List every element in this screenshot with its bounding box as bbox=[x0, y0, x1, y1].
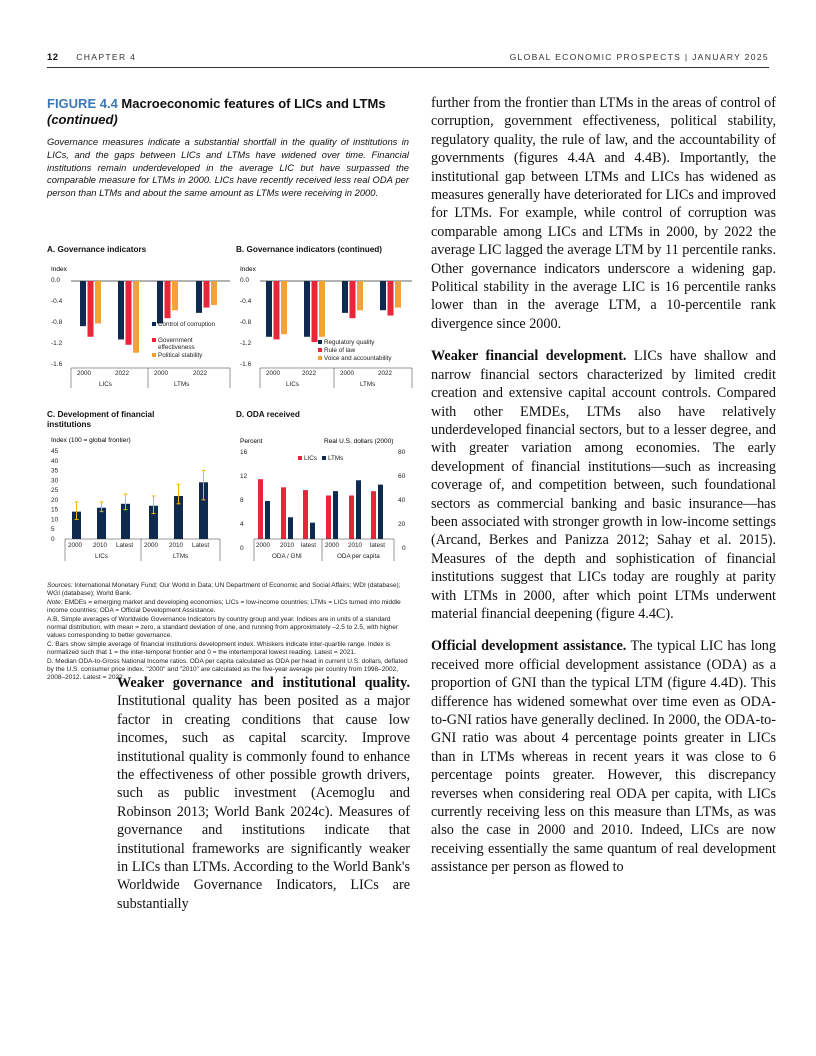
chart-a-bars bbox=[80, 281, 217, 353]
bar bbox=[303, 490, 308, 539]
bar bbox=[380, 281, 386, 310]
bar bbox=[281, 281, 287, 334]
figure-title bbox=[47, 96, 412, 128]
svg-text:LTMs: LTMs bbox=[173, 553, 189, 560]
bar bbox=[274, 281, 280, 339]
section-heading-governance: Weaker governance and institutional quality. bbox=[117, 675, 410, 691]
section-heading-oda: Official development assistance. bbox=[431, 638, 627, 655]
svg-text:20: 20 bbox=[398, 521, 406, 528]
bar bbox=[312, 281, 318, 342]
svg-text:LICs: LICs bbox=[286, 381, 299, 388]
chart-d bbox=[236, 434, 416, 569]
svg-text:40: 40 bbox=[398, 497, 406, 504]
svg-text:2000: 2000 bbox=[340, 370, 355, 377]
bar bbox=[356, 480, 361, 539]
svg-text:ODA / GNI: ODA / GNI bbox=[272, 553, 302, 560]
svg-text:2000: 2000 bbox=[77, 370, 92, 377]
svg-text:2010: 2010 bbox=[93, 542, 108, 549]
svg-text:LTMs: LTMs bbox=[174, 381, 190, 388]
chart-d-xticks bbox=[256, 542, 385, 560]
svg-text:-1.6: -1.6 bbox=[240, 361, 252, 368]
bar bbox=[165, 281, 171, 318]
svg-text:20: 20 bbox=[51, 496, 59, 504]
panel-d-title: D. ODA received bbox=[236, 410, 300, 419]
svg-text:2022: 2022 bbox=[193, 370, 208, 377]
svg-text:Latest: Latest bbox=[116, 542, 134, 549]
chart-d-ylabel-right: Real U.S. dollars (2000) bbox=[324, 438, 394, 445]
svg-text:latest: latest bbox=[370, 542, 386, 549]
bar bbox=[304, 281, 310, 337]
bar bbox=[97, 508, 106, 539]
svg-text:LTMs: LTMs bbox=[328, 455, 344, 462]
svg-text:2000: 2000 bbox=[266, 370, 281, 377]
svg-text:-0.8: -0.8 bbox=[51, 319, 63, 326]
svg-text:-0.4: -0.4 bbox=[51, 298, 63, 305]
bar bbox=[281, 487, 286, 539]
svg-text:12: 12 bbox=[240, 473, 248, 480]
bar bbox=[326, 496, 331, 540]
chart-b-bars bbox=[266, 281, 401, 342]
bar bbox=[388, 281, 394, 316]
svg-text:Regulatory quality: Regulatory quality bbox=[324, 339, 375, 346]
svg-text:0.0: 0.0 bbox=[240, 277, 250, 284]
note-d: D. Median ODA-to-Gross National Income ratios. ODA per capita calculated as ODA per head in current U.S. dollars, deflated by the U.S. consumer price index. "2000" and "2010" are calculated as the five-year average per country from 1998–2002, 2008–2012. Latest = 2022. bbox=[47, 657, 408, 682]
svg-text:80: 80 bbox=[398, 449, 406, 456]
svg-text:0: 0 bbox=[240, 545, 244, 552]
panel-a-title: A. Governance indicators bbox=[47, 245, 147, 254]
svg-text:-1.2: -1.2 bbox=[51, 340, 63, 347]
bar bbox=[258, 479, 263, 539]
bar bbox=[118, 281, 124, 339]
chart-c bbox=[47, 434, 232, 569]
page-number: 12 bbox=[47, 52, 59, 63]
figure-subtitle: Governance measures indicate a substantial shortfall in the quality of institutions in LICs, and the gaps between LICs and LTMs have widened over time. Financial institutions remain underdeveloped in the average LIC but have surpassed the comparable measure for LTMs in 2000. LICs have recently received less real ODA per person than LTMs and about the same amount as LTMs were receiving in 2000. bbox=[47, 136, 409, 199]
bar bbox=[342, 281, 348, 313]
chart-b bbox=[236, 262, 416, 392]
bar bbox=[265, 501, 270, 539]
chart-c-xticks bbox=[68, 542, 209, 560]
chart-c-bars bbox=[72, 471, 208, 539]
svg-text:Political stability: Political stability bbox=[158, 352, 203, 359]
panel-c-title: C. Development of financial institutions bbox=[47, 410, 155, 429]
svg-text:Rule of law: Rule of law bbox=[324, 347, 356, 354]
svg-text:-0.8: -0.8 bbox=[240, 319, 252, 326]
chart-a-ylabel: Index bbox=[51, 266, 67, 273]
bar bbox=[204, 281, 210, 308]
svg-text:Latest: Latest bbox=[192, 542, 210, 549]
bar bbox=[80, 281, 86, 326]
svg-text:60: 60 bbox=[398, 473, 406, 480]
chart-b-yticks bbox=[240, 277, 252, 368]
svg-text:30: 30 bbox=[51, 477, 59, 485]
bar bbox=[310, 523, 315, 539]
svg-text:0: 0 bbox=[402, 545, 406, 552]
svg-text:ODA per capita: ODA per capita bbox=[337, 553, 380, 560]
figure-title-text: Macroeconomic features of LICs and LTMs bbox=[121, 96, 386, 111]
svg-text:LTMs: LTMs bbox=[360, 381, 376, 388]
bar bbox=[349, 496, 354, 540]
bar bbox=[266, 281, 272, 337]
bar bbox=[357, 281, 363, 310]
chart-c-yticks bbox=[51, 448, 59, 543]
note-ab: A.B. Simple averages of Worldwide Governance Indicators by country group and year. Indices are in units of a standard normal distribution, with mean = zero, a standard deviation of one, and running from approximately –2.5 to 2.5, with higher values corresponding to better governance. bbox=[47, 615, 399, 640]
bar bbox=[211, 281, 217, 305]
svg-text:35: 35 bbox=[51, 467, 59, 475]
page-header bbox=[47, 52, 769, 68]
chart-b-ylabel: Index bbox=[240, 266, 256, 273]
svg-text:16: 16 bbox=[240, 449, 248, 456]
bar bbox=[88, 281, 94, 337]
paragraph-text: LICs have shallow and narrow financial sectors characterized by limited credit creation and extensive capital account controls. Compared with other EMDEs, LTMs also have relatively underdeveloped financial sectors, but to a lesser degree, and with greater variation among economies. The early development of financial institutions—such as increasing coverage of, and competition between, such foundational sectors as commercial banking and basic insurance—has been associated with stronger growth in low-income settings (Arcand, Berkes and Panizza 2012; Sahay et al. 2015). Measures of the depth and sophistication of financial institutions suggest that LICs today are roughly at parity with LTMs in 2000, after which point LTMs underwent material financial deepening (figure 4.4C). bbox=[431, 348, 776, 622]
bar bbox=[333, 491, 338, 539]
chart-b-xticks bbox=[266, 370, 393, 388]
bar bbox=[319, 281, 325, 337]
svg-text:2000: 2000 bbox=[144, 542, 159, 549]
bar bbox=[172, 281, 178, 310]
chart-d-bars bbox=[258, 479, 383, 539]
chart-d-yticks bbox=[240, 449, 248, 552]
panel-b-title: B. Governance indicators (continued) bbox=[236, 245, 383, 254]
bar bbox=[196, 281, 202, 313]
svg-text:latest: latest bbox=[301, 542, 317, 549]
bar bbox=[395, 281, 401, 308]
chapter-label: CHAPTER 4 bbox=[76, 52, 137, 62]
chart-a-yticks bbox=[51, 277, 63, 368]
svg-text:LICs: LICs bbox=[95, 553, 108, 560]
bar bbox=[157, 281, 163, 324]
svg-text:2022: 2022 bbox=[302, 370, 317, 377]
svg-text:-1.2: -1.2 bbox=[240, 340, 252, 347]
svg-text:2010: 2010 bbox=[348, 542, 363, 549]
sources-text: International Monetary Fund; Our World in Data; UN Department of Economic and Social Affairs; WDI (database); WGI (database); World Bank. bbox=[47, 582, 401, 598]
chart-c-ylabel: Index (100 = global frontier) bbox=[51, 437, 131, 444]
svg-text:Voice and accountability: Voice and accountability bbox=[324, 355, 392, 362]
bar bbox=[95, 281, 101, 324]
chart-d-legend bbox=[298, 455, 343, 462]
chart-a-legend bbox=[152, 321, 216, 359]
svg-text:15: 15 bbox=[51, 506, 59, 514]
paragraph-text: The typical LIC has long received more official development assistance (ODA) as a proportion of GNI than the typical LTM (figure 4.4D). This difference has widened somewhat over time even as ODA-to-GNI ratios have generally declined. In 2000, the ODA-to-GNI ratio was about 4 percentage points greater in LICs than in LTMs whereas in recent years it was close to 6 percentage points greater. However, this discrepancy reverses when considering real ODA per capita, with LICs currently receiving less on this measure than LTMs, as was also the case in 2000 and 2010. Indeed, LICs are now receiving essentially the same quantum of real development assistance per person as flowed to bbox=[431, 638, 776, 876]
bar bbox=[350, 281, 356, 318]
svg-text:effectiveness: effectiveness bbox=[158, 344, 195, 351]
svg-text:10: 10 bbox=[51, 516, 59, 524]
bar bbox=[126, 281, 132, 345]
paragraph-text: Institutional quality has been posited as a major factor in creating conditions that cause low incomes, such as capital scarcity. Improve institutional quality is commonly found to enhance the effectiveness of other possible growth drivers, such as public investment (Acemoglu and Robinson 2013; World Bank 2024c). Measures of governance and institutions indicate that institutional frameworks are significantly weaker in LICs than LTMs. According to the World Bank's Worldwide Governance Indicators, LICs are substantially bbox=[117, 693, 410, 912]
svg-text:2010: 2010 bbox=[280, 542, 295, 549]
figure-label: FIGURE 4.4 bbox=[47, 96, 118, 111]
svg-text:2000: 2000 bbox=[325, 542, 340, 549]
svg-text:2022: 2022 bbox=[378, 370, 393, 377]
bar bbox=[371, 491, 376, 539]
body-column-right bbox=[431, 94, 776, 891]
svg-text:0.0: 0.0 bbox=[51, 277, 61, 284]
svg-text:LICs: LICs bbox=[99, 381, 112, 388]
svg-text:2000: 2000 bbox=[68, 542, 83, 549]
bar bbox=[133, 281, 139, 353]
svg-text:4: 4 bbox=[240, 521, 244, 528]
svg-text:-1.6: -1.6 bbox=[51, 361, 63, 368]
svg-text:5: 5 bbox=[51, 526, 55, 534]
publication-title: GLOBAL ECONOMIC PROSPECTS | JANUARY 2025 bbox=[509, 52, 769, 62]
note-c: C. Bars show simple average of financial institutions development index. Whiskers indicate inter-quartile range. Index is normalized such that 1 = the inter-temporal frontier and 0 = the intertemporal lowest reading. Latest = 2021. bbox=[47, 640, 391, 657]
body-column-left bbox=[117, 674, 410, 927]
figure-notes: Sources: International Monetary Fund; Our World in Data; UN Department of Economic and Social Affairs; WDI (database); WGI (database); World Bank. Note: EMDEs = emerging market and developing economies; LICs = low-income countries; LTMs = LICs turned into middle income countries; ODA = Official Development Assistance. A.B. Simple averages of Worldwide Governance Indicators by country group and year. Indices are in units of a standard normal distribution, with mean = zero, a standard deviation of one, and running from approximately –2.5 to 2.5, with higher values corresponding to better governance. C. Bars show simple average of financial institutions development index. Whiskers indicate inter-quartile range. Index is normalized such that 1 = the inter-temporal frontier and 0 = the intertemporal lowest reading. Latest = 2021. D. Median ODA-to-Gross National Income ratios. ODA per capita calculated as ODA per head in current U.S. dollars, deflated by the U.S. consumer price index. "2000" and "2010" are calculated as the five-year average per country from 1998–2002, 2008–2012. Latest = 2022. bbox=[47, 582, 412, 683]
bar bbox=[378, 485, 383, 539]
paragraph-text: further from the frontier than LTMs in the areas of control of corruption, government effectiveness, political stability, regulatory quality, the rule of law, and the accountability of governments (figures 4.4A and 4.4B). Importantly, the institutional gap between LTMs and LICs has widened as measures generally have deteriorated for LICs and improved for LTMs. For example, while control of corruption was comparable among LICs and LTMs in 2000, by 2022 the average LIC lagged the average LTM by 11 percentile ranks. Other governance indicators underscore a widening gap. Political stability in the average LIC is 16 percentile ranks lower than in the average LTM, a 10-percentile rank divergence since 2000. bbox=[431, 95, 776, 332]
svg-text:Control of corruption: Control of corruption bbox=[158, 321, 216, 328]
chart-d-ylabel: Percent bbox=[240, 438, 263, 445]
svg-text:LICs: LICs bbox=[304, 455, 317, 462]
figure-title-suffix: (continued) bbox=[47, 112, 118, 127]
svg-text:2000: 2000 bbox=[256, 542, 271, 549]
chart-d-yticks-right bbox=[398, 449, 406, 552]
svg-text:Government: Government bbox=[158, 337, 193, 344]
svg-text:25: 25 bbox=[51, 487, 59, 495]
section-heading-financial: Weaker financial development. bbox=[431, 348, 627, 365]
note-text: EMDEs = emerging market and developing economies; LICs = low-income countries; LTMs = LICs turned into middle income countries; ODA = Official Development Assistance. bbox=[47, 598, 401, 615]
svg-text:2022: 2022 bbox=[115, 370, 130, 377]
svg-text:-0.4: -0.4 bbox=[240, 298, 252, 305]
svg-text:2000: 2000 bbox=[154, 370, 169, 377]
chart-a bbox=[47, 262, 232, 392]
svg-text:2010: 2010 bbox=[169, 542, 184, 549]
svg-text:0: 0 bbox=[51, 536, 55, 543]
chart-b-legend bbox=[318, 339, 392, 362]
svg-text:40: 40 bbox=[51, 457, 59, 465]
chart-a-xticks bbox=[77, 370, 208, 388]
svg-text:8: 8 bbox=[240, 497, 244, 504]
svg-text:45: 45 bbox=[51, 448, 59, 455]
bar bbox=[288, 517, 293, 539]
